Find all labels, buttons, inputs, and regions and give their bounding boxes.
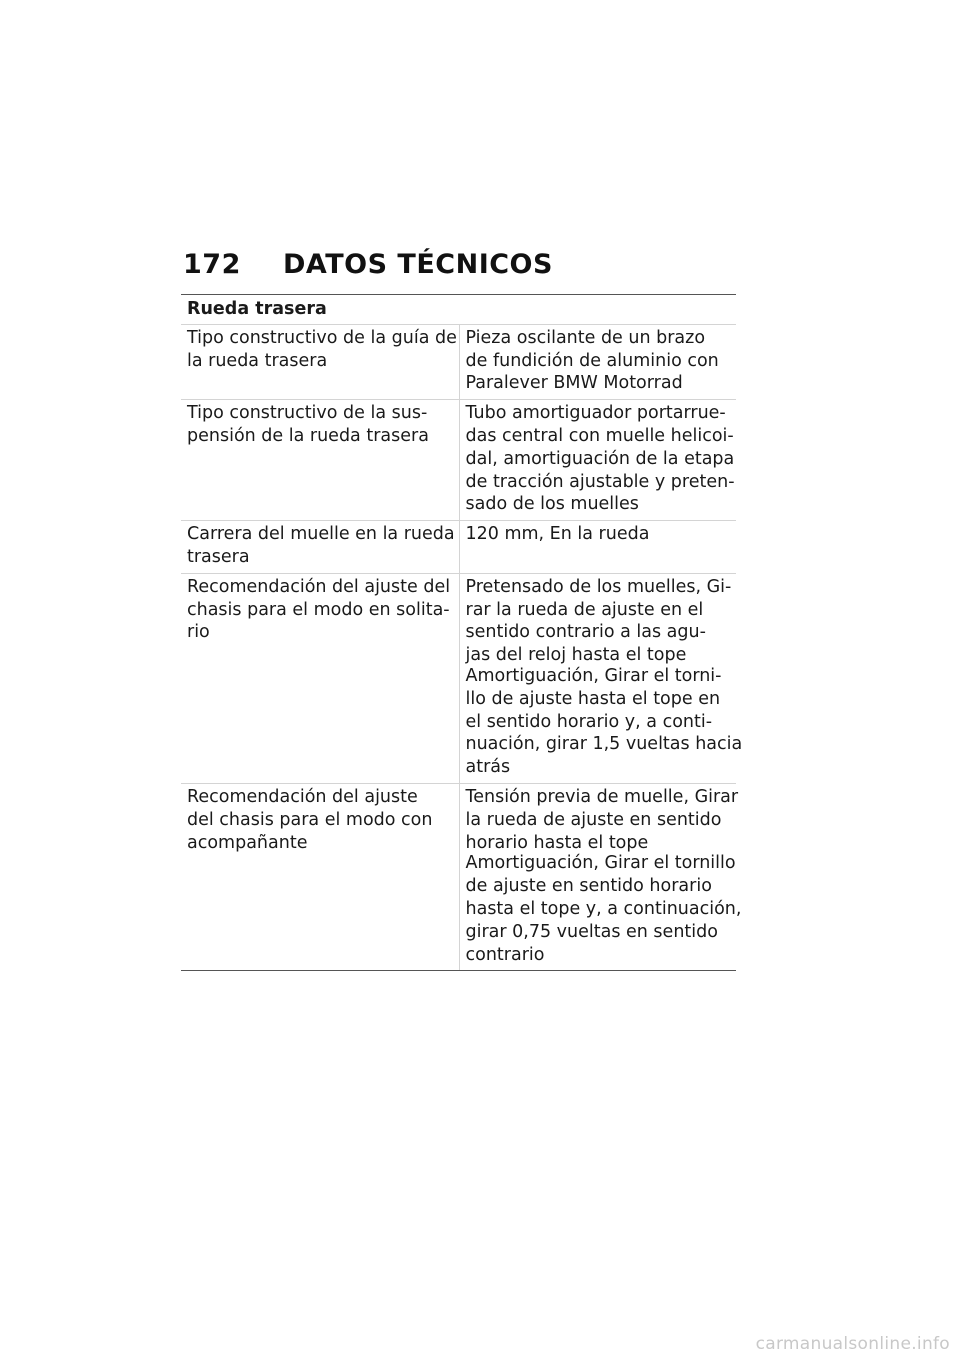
spec-value-line: horario hasta el tope (465, 832, 649, 853)
table-row (181, 400, 736, 521)
spec-value-line: Tensión previa de muelle, Girar (465, 786, 739, 807)
spec-label-line: pensión de la rueda trasera (187, 425, 429, 446)
spec-value-line: la rueda de ajuste en sentido (465, 809, 722, 830)
spec-label-cell (181, 783, 459, 970)
spec-label-line: trasera (187, 546, 250, 567)
spec-value-line: rar la rueda de ajuste en el (465, 599, 704, 620)
spec-label-line: la rueda trasera (187, 350, 328, 371)
table-row (181, 521, 736, 574)
spec-value-cell (459, 573, 743, 783)
spec-value-line: de fundición de aluminio con (465, 350, 719, 371)
spec-value-line: atrás (465, 757, 511, 778)
spec-value-line: 120 mm, En la rueda (465, 524, 650, 545)
spec-label-cell (181, 521, 459, 574)
spec-value-cell (459, 400, 736, 521)
spec-label-cell (181, 324, 459, 399)
watermark-text: carmanualsonline.info (755, 1334, 950, 1354)
spec-value-line: Pieza oscilante de un brazo (465, 327, 706, 348)
spec-label-line: Carrera del muelle en la rueda (187, 524, 455, 545)
spec-value-line: Amortiguación, Girar el tornillo (465, 853, 736, 874)
spec-value-cell (459, 521, 736, 574)
spec-value-cell (459, 783, 742, 970)
spec-value-line: das central con muelle helicoi- (465, 425, 734, 446)
spec-label-line: Recomendación del ajuste (187, 786, 418, 807)
section-title: Rueda trasera (181, 295, 736, 325)
spec-label-line: acompañante (187, 832, 308, 853)
spec-value-line: dal, amortiguación de la etapa (465, 448, 735, 469)
table-row (181, 324, 736, 399)
spec-label-cell (181, 573, 459, 783)
spec-value-line: el sentido horario y, a conti- (465, 711, 713, 732)
spec-value-line: de ajuste en sentido horario (465, 876, 712, 897)
spec-table (181, 294, 743, 971)
spec-value-line: nuación, girar 1,5 vueltas hacia (465, 734, 743, 755)
spec-value-line: hasta el tope y, a continuación, (465, 898, 742, 919)
spec-label-line: del chasis para el modo con (187, 809, 433, 830)
spec-value-line: sentido contrario a las agu- (465, 622, 706, 643)
spec-value-line: contrario (465, 944, 545, 965)
spec-label-line: Tipo constructivo de la sus- (187, 403, 428, 424)
spec-label-line: rio (187, 622, 210, 643)
spec-value-line: girar 0,75 vueltas en sentido (465, 921, 718, 942)
table-row (181, 573, 736, 783)
spec-value-line: sado de los muelles (465, 494, 639, 515)
spec-value-line: jas del reloj hasta el tope (465, 645, 687, 666)
page-title: DATOS TÉCNICOS (283, 248, 553, 280)
section-header-row (181, 295, 736, 325)
page-header (183, 244, 553, 284)
spec-value-line: Amortiguación, Girar el torni- (465, 665, 722, 686)
spec-value-line: Pretensado de los muelles, Gi- (465, 576, 732, 597)
spec-value-line: Tubo amortiguador portarrue- (465, 403, 726, 424)
spec-value-line: Paralever BMW Motorrad (465, 373, 683, 394)
spec-value-cell (459, 324, 736, 399)
spec-label-cell (181, 400, 459, 521)
table-row (181, 783, 736, 970)
spec-value-line: de tracción ajustable y preten- (465, 471, 735, 492)
spec-label-line: chasis para el modo en solita- (187, 599, 450, 620)
spec-value-line: llo de ajuste hasta el tope en (465, 688, 721, 709)
spec-label-line: Recomendación del ajuste del (187, 576, 451, 597)
page-number: 172 (183, 248, 241, 280)
spec-label-line: Tipo constructivo de la guía de (187, 327, 457, 348)
